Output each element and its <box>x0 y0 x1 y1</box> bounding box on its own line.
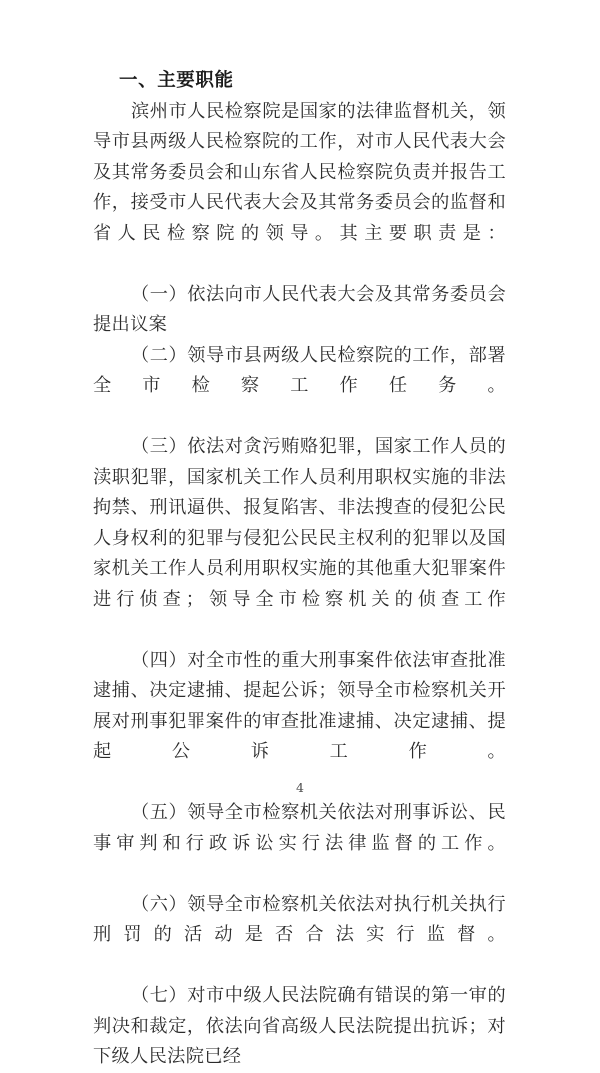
paragraph-intro: 滨州市人民检察院是国家的法律监督机关，领导市县两级人民检察院的工作，对市人民代表大会及其常务委员会和山东省人民检察院负责并报告工作，接受市人民代表大会及其常务委员会的监督和省人民检察院的领导。其主要职责是： <box>93 100 506 244</box>
document-text-column <box>93 66 506 1073</box>
paragraph-item-4: （四）对全市性的重大刑事案件依法审查批准逮捕、决定逮捕、提起公诉；领导全市检察机关开展对刑事犯罪案件的审查批准逮捕、决定逮捕、提起公诉工作。 <box>93 649 506 762</box>
paragraph-item-7: （七）对市中级人民法院确有错误的第一审的判决和裁定，依法向省高级人民法院提出抗诉；对下级人民法院已经 <box>93 985 506 1067</box>
page-number: 4 <box>296 780 304 795</box>
paragraph-item-6: （六）领导全市检察机关依法对执行机关执行刑罚的活动是否合法实行监督。 <box>93 893 506 945</box>
section-heading: 一、主要职能 <box>119 70 234 91</box>
paragraph-item-5: （五）领导全市检察机关依法对刑事诉讼、民事审判和行政诉讼实行法律监督的工作。 <box>93 802 506 854</box>
paragraph-item-1: （一）依法向市人民代表大会及其常务委员会提出议案 <box>93 283 506 335</box>
paragraph-item-2: （二）领导市县两级人民检察院的工作，部署全市检察工作任务。 <box>93 344 506 396</box>
paragraph-item-3: （三）依法对贪污贿赂犯罪，国家工作人员的渎职犯罪，国家机关工作人员利用职权实施的非法拘禁、刑讯逼供、报复陷害、非法搜查的侵犯公民人身权利的犯罪与侵犯公民民主权利的犯罪以及国家机关工作人员利用职权实施的其他重大犯罪案件进行侦查；领导全市检察机关的侦查工作 <box>93 436 506 610</box>
